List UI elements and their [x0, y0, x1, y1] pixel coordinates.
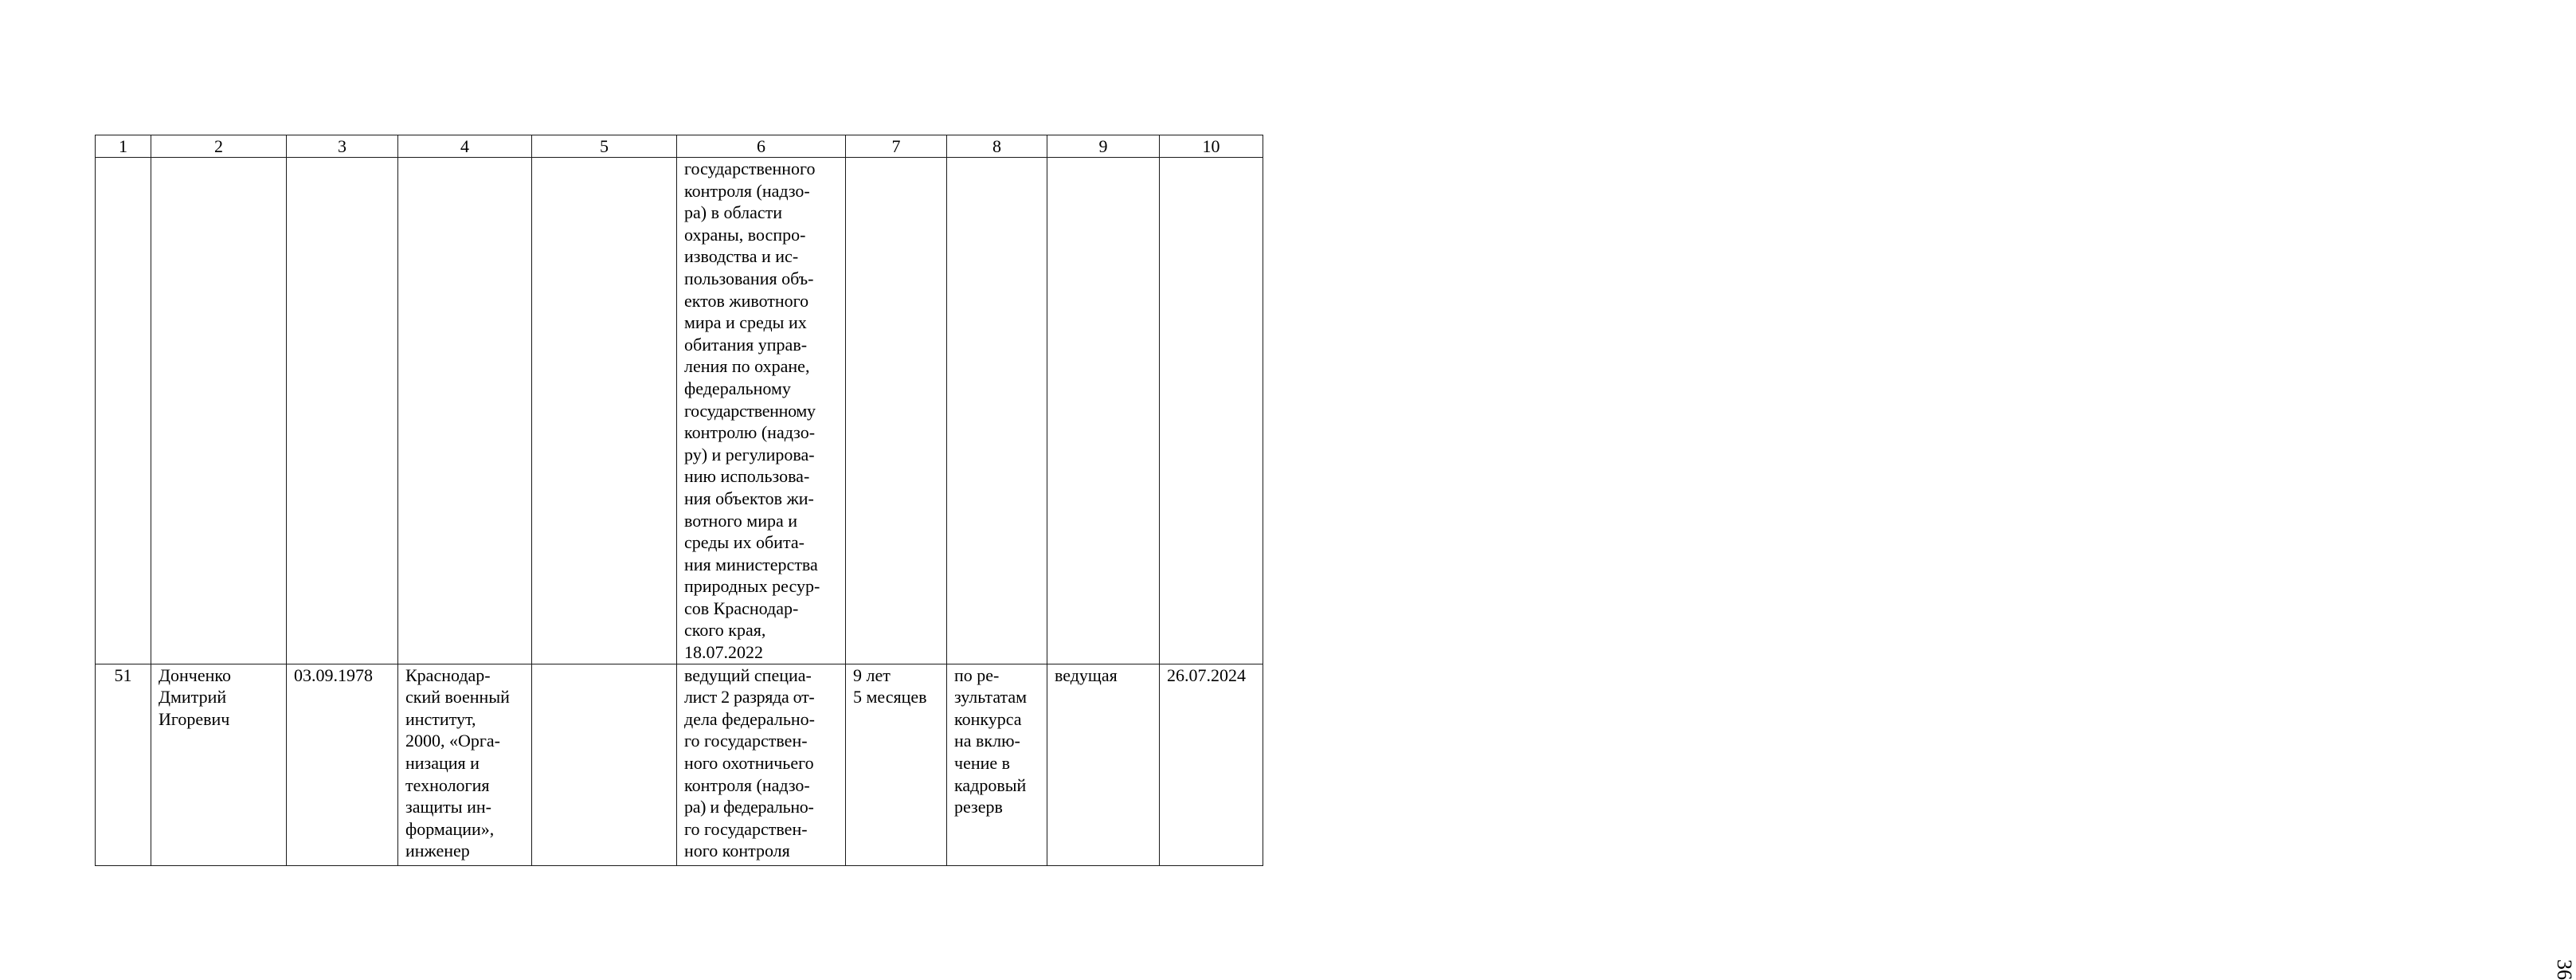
continued-cell-1 [96, 158, 151, 664]
text-line: ру) и регулирова- [684, 444, 815, 465]
continued-cell-10 [1160, 158, 1263, 664]
continued-cell-3 [287, 158, 398, 664]
column-5-cell [532, 664, 677, 865]
text-line: лист 2 разряда от- [684, 687, 815, 708]
text-line: государственного [684, 159, 816, 178]
text-line: формации», [405, 818, 495, 839]
text-line: чение в [954, 753, 1011, 774]
continued-position-cell [677, 158, 846, 664]
text-line: 2000, «Орга- [405, 731, 501, 751]
full-name-cell [151, 664, 287, 865]
text-line: ский военный [405, 687, 510, 708]
column-header-1: 1 [96, 135, 151, 158]
text-line: ного охотничьего [684, 753, 814, 774]
continued-cell-5 [532, 158, 677, 664]
table-row-continued [96, 158, 1263, 664]
page-number: 36 [2553, 959, 2576, 980]
text-line: 5 месяцев [853, 687, 927, 708]
text-line: на вклю- [954, 731, 1020, 751]
text-line: контроля (надзо- [684, 774, 810, 795]
text-line: зультатам [954, 687, 1028, 708]
text-line: Краснодар- [405, 664, 491, 685]
position-cell [677, 664, 846, 865]
table-row-51 [96, 664, 1263, 865]
text-line: го государствен- [684, 731, 808, 751]
text-line: ведущий специа- [684, 664, 812, 685]
text-line: резерв [954, 797, 1003, 817]
text-line: обитания управ- [684, 334, 808, 355]
text-line: сов Краснодар- [684, 598, 799, 618]
column-header-4: 4 [398, 135, 532, 158]
text-line: природных ресур- [684, 576, 820, 597]
text-line: конкурса [954, 708, 1022, 729]
text-line: ра) в области [684, 202, 783, 223]
column-header-6: 6 [677, 135, 846, 158]
text-line: по ре- [954, 664, 1000, 685]
column-header-2: 2 [151, 135, 287, 158]
text-line: мира и среды их [684, 312, 807, 333]
education-cell [398, 664, 532, 865]
text-line: ра) и федерально- [684, 797, 814, 817]
text-line: ектов животного [684, 290, 809, 311]
text-line: ния объектов жи- [684, 488, 814, 508]
registry-table [95, 135, 1263, 866]
text-line: нию использова- [684, 466, 810, 487]
text-line: институт, [405, 708, 476, 729]
experience-cell [846, 664, 947, 865]
column-header-7: 7 [846, 135, 947, 158]
page-number-container [1298, 481, 2576, 980]
text-line: 9 лет [853, 664, 891, 685]
row-number-cell: 51 [96, 664, 151, 865]
text-line: ления по охране, [684, 356, 810, 377]
basis-cell [947, 664, 1047, 865]
text-line: кадровый [954, 774, 1027, 795]
text-line: федеральному [684, 378, 791, 398]
text-line: Дмитрий [159, 687, 227, 708]
text-line: ского края, [684, 620, 766, 641]
birth-date-cell: 03.09.1978 [287, 664, 398, 865]
continued-cell-8 [947, 158, 1047, 664]
text-line: пользования объ- [684, 268, 814, 288]
text-line: дела федерально- [684, 708, 815, 729]
column-header-5: 5 [532, 135, 677, 158]
text-line: государственному [684, 400, 816, 421]
continued-cell-7 [846, 158, 947, 664]
text-line: инженер [405, 841, 470, 861]
column-number-header-row [96, 135, 1263, 158]
text-line: 18.07.2022 [684, 642, 763, 663]
continued-cell-4 [398, 158, 532, 664]
text-line: изводства и ис- [684, 246, 799, 267]
text-line: Донченко [159, 664, 231, 685]
text-line: го государствен- [684, 818, 808, 839]
text-line: ния министерства [684, 554, 818, 574]
text-line: среды их обита- [684, 532, 805, 553]
text-line: Игоревич [159, 708, 230, 729]
column-header-9: 9 [1047, 135, 1160, 158]
continued-cell-9 [1047, 158, 1160, 664]
text-line: охраны, воспро- [684, 224, 806, 245]
column-header-3: 3 [287, 135, 398, 158]
text-line: технология [405, 774, 490, 795]
text-line: контроля (надзо- [684, 180, 810, 201]
reserve-date-cell: 26.07.2024 [1160, 664, 1263, 865]
continued-cell-2 [151, 158, 287, 664]
text-line: контролю (надзо- [684, 422, 816, 443]
text-line: защиты ин- [405, 797, 491, 817]
column-header-8: 8 [947, 135, 1047, 158]
position-group-cell: ведущая [1047, 664, 1160, 865]
column-header-10: 10 [1160, 135, 1263, 158]
text-line: низация и [405, 753, 480, 774]
text-line: вотного мира и [684, 510, 798, 531]
text-line: ного контроля [684, 841, 790, 861]
